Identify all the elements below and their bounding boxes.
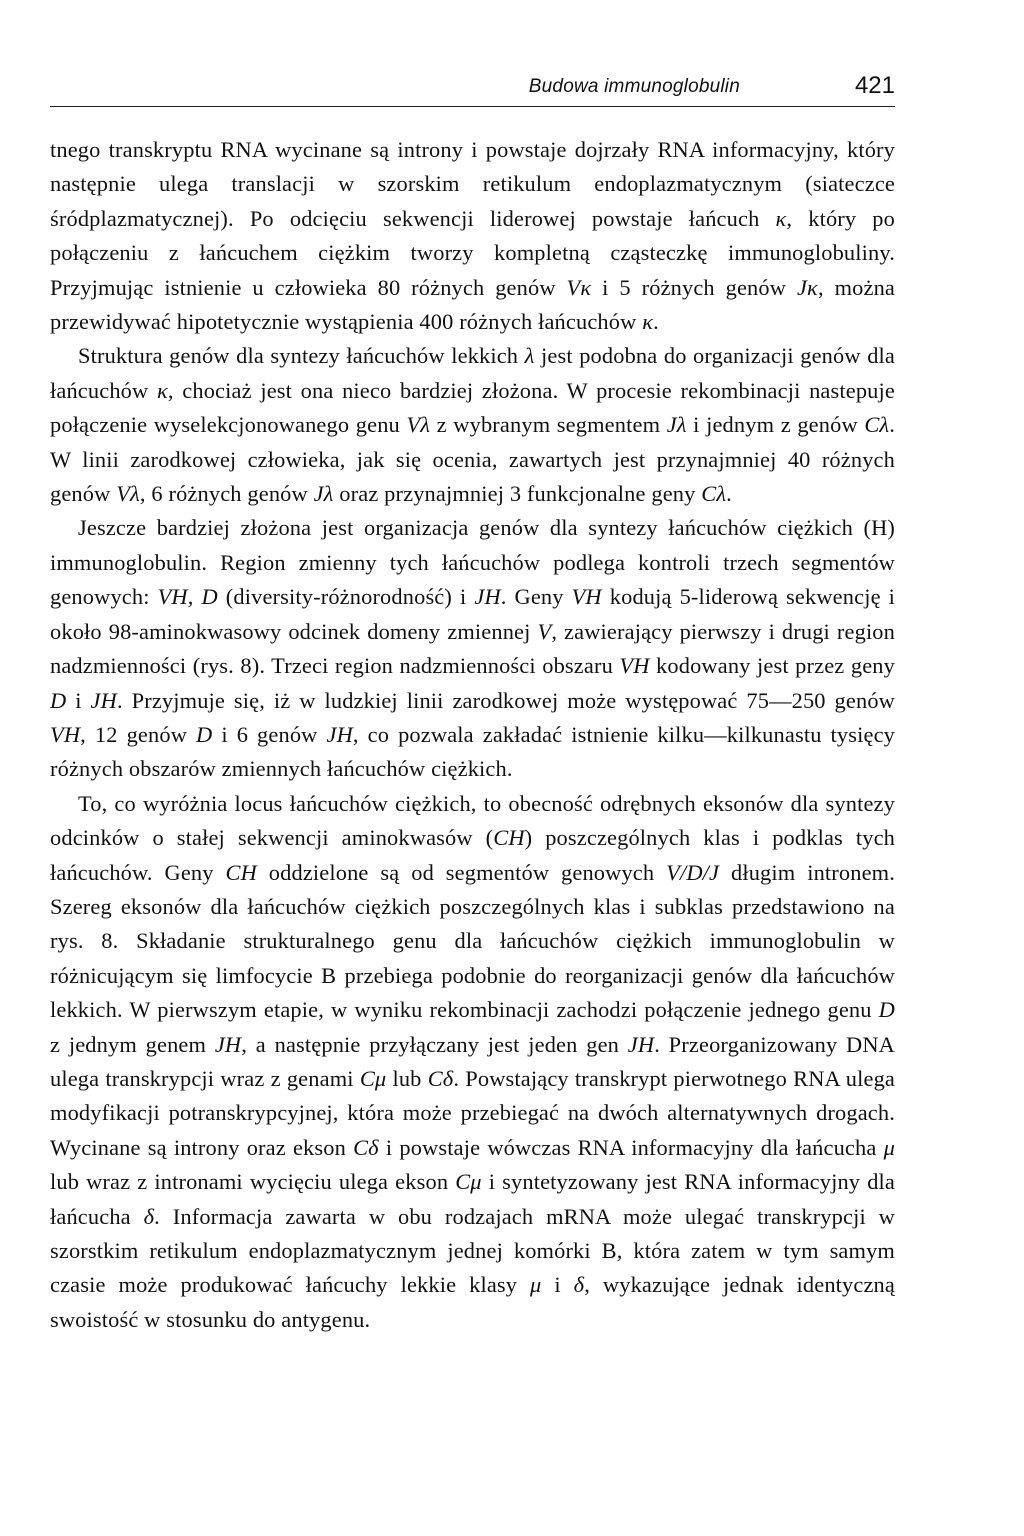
italic-symbol: δ (573, 1272, 585, 1298)
italic-symbol: κ (775, 205, 787, 231)
text-run: . Przyjmuje się, iż w ludzkiej linii zarodkowej może występować 75—250 genów (116, 687, 895, 713)
paragraph (50, 511, 895, 786)
text-run: . Powstający transkrypt pierwotnego RNA ulega modyfikacji potranskrypcyjnej, która może przebiegać na dwóch alternatywnych drogach. Wycinane są introny oraz ekson (50, 1065, 896, 1160)
body-text (50, 133, 895, 1337)
text-run: Struktura genów dla syntezy łańcuchów lekkich (78, 343, 525, 369)
text-run: i powstaje wówczas RNA informacyjny dla łańcucha (378, 1134, 884, 1160)
book-page (50, 0, 895, 1536)
text-run: , a następnie przyłączany jest jeden gen (241, 1031, 628, 1057)
italic-symbol: Cλ (864, 412, 890, 438)
italic-symbol: Vκ (566, 274, 592, 300)
text-run: i (541, 1272, 574, 1298)
text-run: lub wraz z intronami wycięciu ulega ekson (50, 1169, 456, 1195)
paragraph (50, 339, 895, 511)
text-run: i 5 różnych genów (591, 274, 797, 300)
italic-symbol: δ (143, 1203, 155, 1229)
chapter-title: Budowa immunoglobulin (528, 76, 740, 97)
italic-symbol: VH (50, 721, 81, 747)
text-run: z jednym genem (50, 1031, 215, 1057)
italic-symbol: Vλ (406, 412, 431, 438)
italic-symbol: JH (214, 1031, 242, 1057)
italic-symbol: V/D/J (666, 859, 720, 885)
running-header (50, 72, 895, 107)
italic-symbol: JH (326, 721, 353, 747)
italic-symbol: Vλ (116, 481, 140, 507)
text-run: , wykazujące jednak identyczną swoistość w stosunku do antygenu. (50, 1272, 895, 1332)
italic-symbol: Jκ (796, 274, 818, 300)
text-run: jest podobna do organizacji genów dla łańcuchów (50, 343, 895, 403)
text-run: . (726, 481, 732, 507)
text-run: z wybranym segmentem (430, 412, 667, 438)
italic-symbol: Jλ (313, 481, 334, 507)
text-run: , co pozwala zakładać istnienie kilku—kilkunastu tysięcy różnych obszarów zmiennych łańcuchów ciężkich. (50, 721, 896, 782)
italic-symbol: μ (883, 1134, 895, 1160)
italic-symbol: Cμ (359, 1065, 387, 1091)
italic-symbol: Cδ (353, 1134, 379, 1160)
italic-symbol: V (537, 618, 552, 644)
italic-symbol: μ (530, 1272, 542, 1298)
italic-symbol: λ (524, 343, 535, 369)
italic-symbol: κ (156, 377, 168, 403)
text-run: i 6 genów (212, 721, 327, 747)
text-run: i jednym z genów (686, 412, 865, 438)
text-run: Jeszcze bardziej złożona jest organizacja genów dla syntezy łańcuchów ciężkich (H) immunoglobulin. Region zmienny tych łańcuchów podlega kontroli trzech segmentów genowych: (50, 515, 895, 610)
page-number: 421 (854, 72, 895, 99)
italic-symbol: Cλ (701, 481, 727, 507)
text-run: . Geny (500, 584, 572, 610)
text-run: , który po połączeniu z łańcuchem ciężkim tworzy kompletną cząsteczkę immunoglobuliny. Przyjmując istnienie u człowieka 80 różnych genów (50, 205, 895, 300)
italic-symbol: Jλ (666, 412, 687, 438)
text-run: . Informacja zawarta w obu rodzajach mRNA może ulegać transkrypcji w szorstkim retikulum endoplazmatycznym jednej komórki B, która zatem w tym samym czasie może produkować łańcuchy lekkie klasy (50, 1203, 895, 1298)
text-run: . (653, 309, 659, 335)
italic-symbol: Cμ (455, 1169, 482, 1195)
italic-symbol: CH (493, 825, 525, 851)
text-run: . Przeorganizowany DNA ulega transkrypcji wraz z genami (50, 1031, 896, 1091)
text-run: oraz przynajmniej 3 funkcjonalne geny (333, 481, 702, 507)
italic-symbol: VH (571, 584, 602, 610)
text-run: oddzielone są od segmentów genowych (256, 859, 667, 885)
text-run: lub (386, 1065, 428, 1091)
italic-symbol: CH (225, 859, 257, 885)
text-run: kodowany jest przez geny (649, 653, 895, 679)
text-run: , można przewidywać hipotetycznie wystąpienia 400 różnych łańcuchów (50, 274, 896, 335)
italic-symbol: Cδ (427, 1065, 454, 1091)
italic-symbol: JH (627, 1031, 655, 1057)
paragraph (50, 787, 895, 1338)
italic-symbol: VH, D (157, 584, 218, 610)
text-run: , 12 genów (80, 721, 197, 747)
text-run: , zawierający pierwszy i drugi region nadzmienności (rys. 8). Trzeci region nadzmienności obszaru (50, 618, 895, 679)
text-run: i (66, 687, 91, 713)
italic-symbol: D (878, 997, 895, 1023)
text-run: (diversity-różnorodność) i (217, 584, 475, 610)
italic-symbol: κ (642, 309, 654, 335)
italic-symbol: D (196, 721, 213, 747)
text-run: , chociaż jest ona nieco bardziej złożona. W procesie rekombinacji nastepuje połączenie wyselekcjonowanego genu (50, 377, 895, 438)
text-run: tnego transkryptu RNA wycinane są introny i powstaje dojrzały RNA informacyjny, który następnie ulega translacji w szorskim retikulum endoplazmatycznym (siateczce śródplazmatycznej). Po odcięciu sekwencji liderowej powstaje łańcuch (50, 137, 895, 231)
text-run: kodują 5-liderową sekwencję i około 98-aminokwasowy odcinek domeny zmiennej (50, 584, 896, 644)
text-run: długim intronem. Szereg eksonów dla łańcuchów ciężkich poszczególnych klas i subklas przedstawiono na rys. 8. Składanie strukturalnego genu dla łańcuchów ciężkich immunoglobulin w różnicującym się limfocycie B przebiega podobnie do reorganizacji genów dla łańcuchów lekkich. W pierwszym etapie, w wyniku rekombinacji zachodzi połączenie jednego genu (50, 859, 895, 1023)
italic-symbol: JH (90, 687, 117, 713)
paragraph (50, 133, 895, 339)
text-run: , 6 różnych genów (139, 481, 314, 507)
text-run: i syntetyzowany jest RNA informacyjny dla łańcucha (50, 1169, 896, 1229)
italic-symbol: D (50, 687, 67, 713)
text-run: To, co wyróżnia locus łańcuchów ciężkich, to obecność odrębnych eksonów dla syntezy odcinków o stałej sekwencji aminokwasów ( (50, 790, 895, 851)
text-run: ) poszczególnych klas i podklas tych łańcuchów. Geny (50, 825, 895, 885)
italic-symbol: JH (474, 584, 501, 610)
italic-symbol: VH (619, 653, 650, 679)
text-run: . W linii zarodkowej człowieka, jak się ocenia, zawartych jest przynajmniej 40 różnych genów (50, 412, 895, 507)
